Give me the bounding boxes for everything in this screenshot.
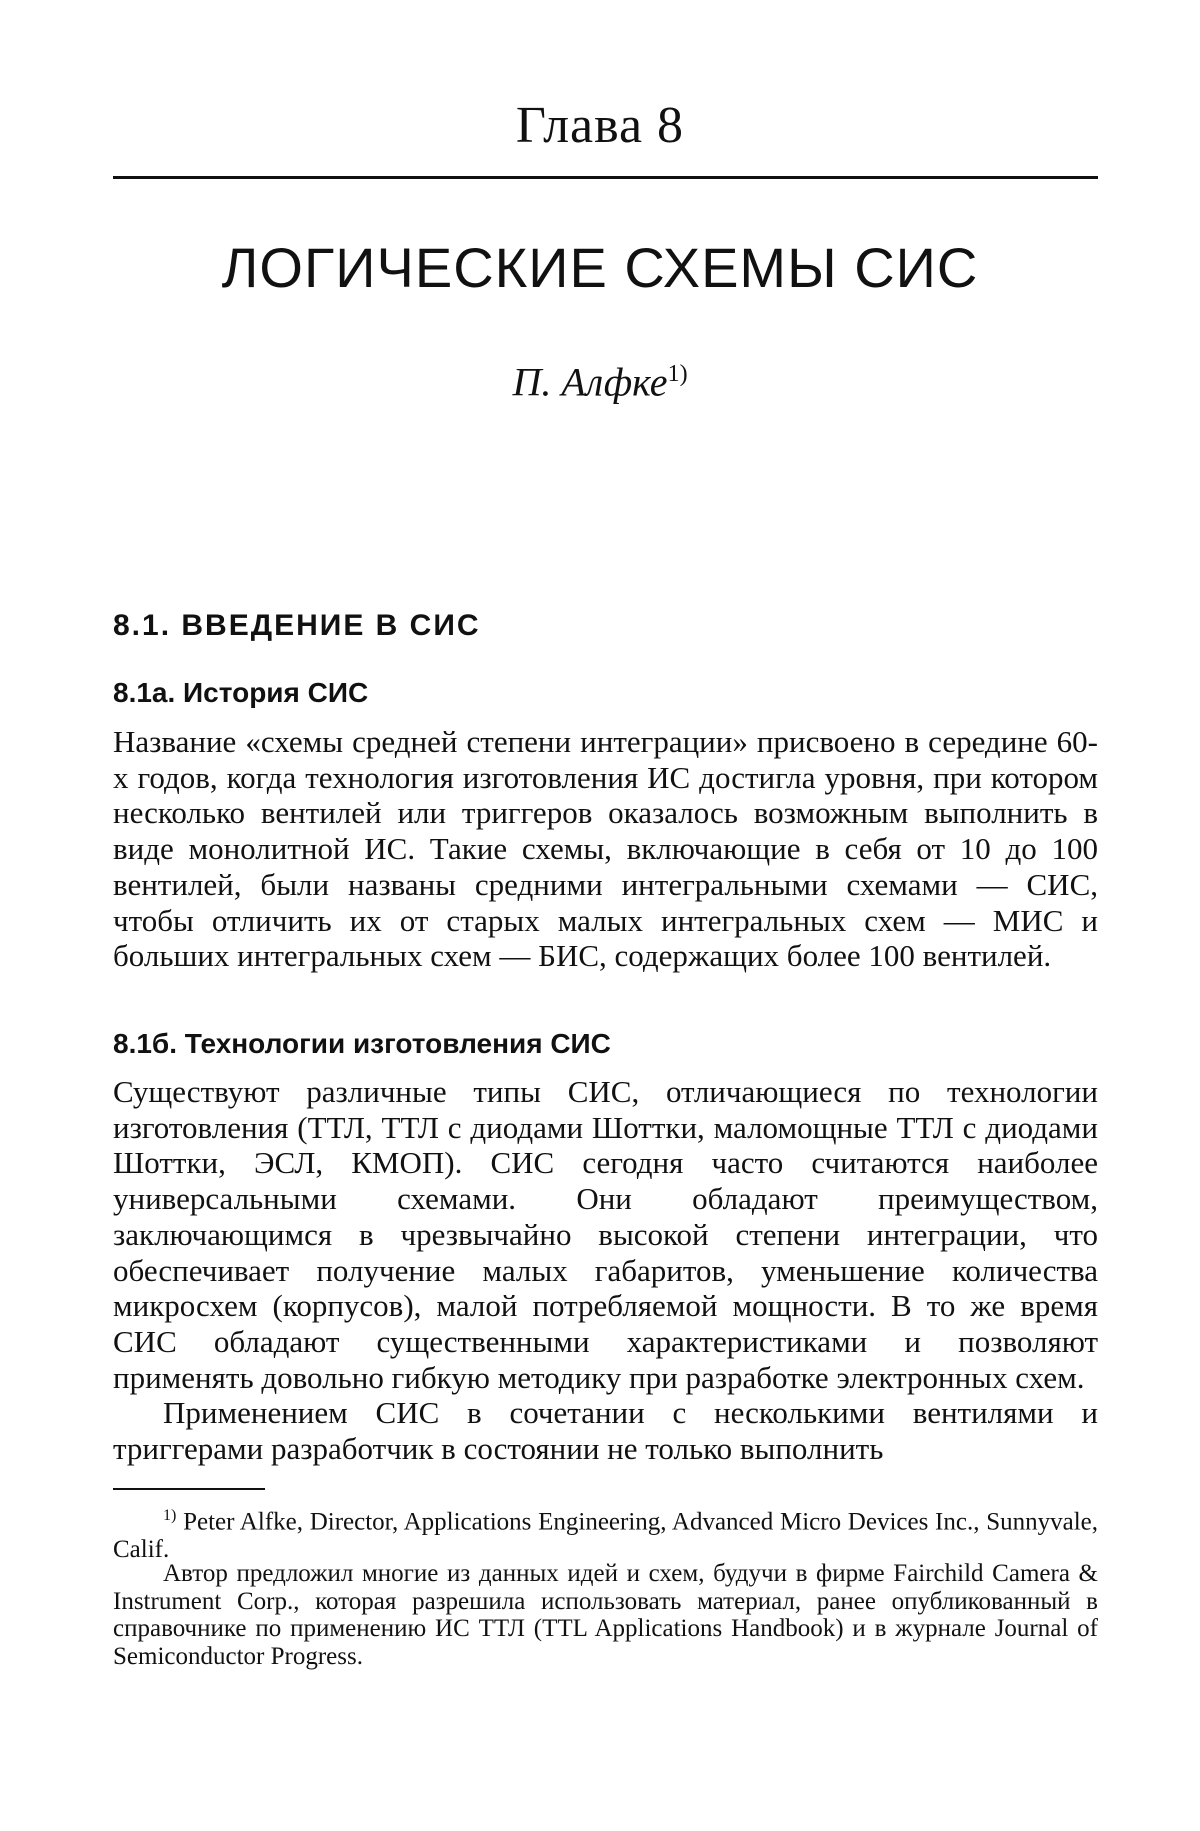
footnote-2 [113,1560,1098,1670]
footnote-1-mark: 1) [163,1507,176,1524]
footnote-1-text: Peter Alfke, Director, Applications Engineering, Advanced Micro Devices Inc., Sunnyvale, Calif. [113,1508,1098,1563]
chapter-divider [113,176,1098,179]
footnote-1 [113,1502,1098,1563]
subsection-heading-technology: 8.1б. Технологии изготовления СИС [113,1027,611,1061]
paragraph-history: Название «схемы средней степени интеграции» присвоено в середине 60-х годов, когда технология изготовления ИС достигла уровня, при котором несколько вентилей или триггеров оказалось возможным выполнить в виде монолитной ИС. Такие схемы, включающие в себя от 10 до 100 вентилей, были названы средними интегральными схемами — СИС, чтобы отличить их от старых малых интегральных схем — МИС и больших интегральных схем — БИС, содержащих более 100 вентилей. [113,724,1098,974]
paragraph-application: Применением СИС в сочетании с несколькими вентилями и триггерами разработчик в состоянии не только выполнить [113,1395,1098,1466]
author-footnote-mark: 1) [668,361,688,387]
paragraph-technology: Существуют различные типы СИС, отличающиеся по технологии изготовления (ТТЛ, ТТЛ с диодами Шоттки, маломощные ТТЛ с диодами Шоттки, ЭСЛ, КМОП). СИС сегодня часто считаются наиболее универсальными схемами. Они обладают преимуществом, заключающимся в чрезвычайно высокой степени интеграции, что обеспечивает получение малых габаритов, уменьшение количества микросхем (корпусов), малой потребляемой мощности. В то же время СИС обладают существенными характеристиками и позволяют применять довольно гибкую методику при разработке электронных схем. [113,1074,1098,1395]
section-heading: 8.1. ВВЕДЕНИЕ В СИС [113,608,481,644]
author-name: П. Алфке [512,359,667,404]
subsection-heading-history: 8.1а. История СИС [113,676,368,710]
book-page [0,0,1200,1831]
author-line [0,350,1200,406]
footnote-divider [113,1488,265,1490]
footnote-2-text: Автор предложил многие из данных идей и схем, будучи в фирме Fairchild Camera & Instrument Corp., которая разрешила использовать материал, ранее опубликованный в справочнике по применению ИС ТТЛ (TTL Applications Handbook) и в журнале Journal of Semiconductor Progress. [113,1560,1098,1670]
chapter-label: Глава 8 [0,96,1200,156]
chapter-title: ЛОГИЧЕСКИЕ СХЕМЫ СИС [0,236,1200,300]
